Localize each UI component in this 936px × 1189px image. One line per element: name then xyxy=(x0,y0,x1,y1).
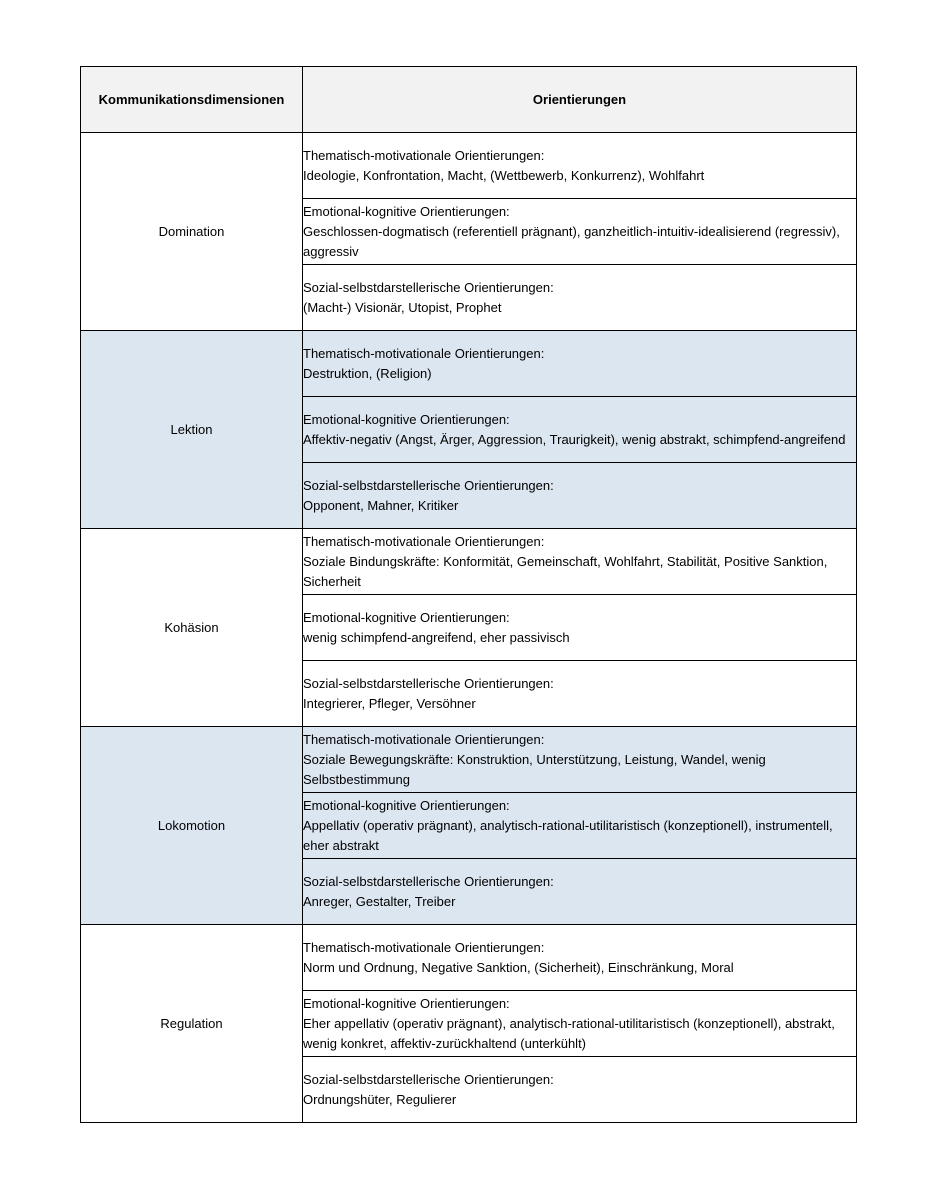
dimension-cell: Lektion xyxy=(81,331,303,529)
header-orientations: Orientierungen xyxy=(303,67,857,133)
orientation-heading: Sozial-selbstdarstellerische Orientierungen: xyxy=(303,873,554,889)
orientation-cell xyxy=(303,133,857,199)
orientation-heading: Emotional-kognitive Orientierungen: xyxy=(303,995,510,1011)
orientation-heading: Sozial-selbstdarstellerische Orientierungen: xyxy=(303,477,554,493)
orientation-heading: Sozial-selbstdarstellerische Orientierungen: xyxy=(303,1071,554,1087)
table-header-row xyxy=(81,67,857,133)
orientation-cell xyxy=(303,199,857,265)
orientation-cell xyxy=(303,727,857,793)
orientation-cell xyxy=(303,463,857,529)
orientation-heading: Emotional-kognitive Orientierungen: xyxy=(303,797,510,813)
table-row xyxy=(81,925,857,991)
orientation-text: Ordnungshüter, Regulierer xyxy=(303,1091,457,1107)
orientation-cell xyxy=(303,661,857,727)
orientation-cell xyxy=(303,265,857,331)
orientation-cell xyxy=(303,793,857,859)
orientation-heading: Emotional-kognitive Orientierungen: xyxy=(303,609,510,625)
orientation-heading: Sozial-selbstdarstellerische Orientierungen: xyxy=(303,279,554,295)
orientation-cell xyxy=(303,331,857,397)
orientation-heading: Emotional-kognitive Orientierungen: xyxy=(303,203,510,219)
orientation-cell xyxy=(303,397,857,463)
header-dimensions: Kommunikationsdimensionen xyxy=(81,67,303,133)
orientation-cell xyxy=(303,991,857,1057)
orientation-cell xyxy=(303,1057,857,1123)
orientation-cell xyxy=(303,529,857,595)
orientation-heading: Sozial-selbstdarstellerische Orientierungen: xyxy=(303,675,554,691)
orientation-cell xyxy=(303,595,857,661)
orientation-heading: Thematisch-motivationale Orientierungen: xyxy=(303,345,545,361)
orientation-heading: Thematisch-motivationale Orientierungen: xyxy=(303,147,545,163)
table-row xyxy=(81,331,857,397)
orientation-text: Ideologie, Konfrontation, Macht, (Wettbewerb, Konkurrenz), Wohlfahrt xyxy=(303,167,705,183)
orientation-cell xyxy=(303,859,857,925)
dimension-cell: Regulation xyxy=(81,925,303,1123)
orientation-text: Eher appellativ (operativ prägnant), analytisch-rational-utilitaristisch (konzeptionell), abstrakt, wenig konkret, affektiv-zurückhaltend (unterkühlt) xyxy=(303,1015,835,1051)
orientation-heading: Thematisch-motivationale Orientierungen: xyxy=(303,533,545,549)
orientation-heading: Thematisch-motivationale Orientierungen: xyxy=(303,939,545,955)
table-body xyxy=(81,133,857,1123)
orientation-text: Geschlossen-dogmatisch (referentiell prägnant), ganzheitlich-intuitiv-idealisierend (regressiv), aggressiv xyxy=(303,223,840,259)
table-row xyxy=(81,529,857,595)
orientation-text: Opponent, Mahner, Kritiker xyxy=(303,497,459,513)
dimension-cell: Kohäsion xyxy=(81,529,303,727)
orientation-text: Integrierer, Pfleger, Versöhner xyxy=(303,695,476,711)
orientation-text: Affektiv-negativ (Angst, Ärger, Aggression, Traurigkeit), wenig abstrakt, schimpfend-angreifend xyxy=(303,431,846,447)
orientation-heading: Emotional-kognitive Orientierungen: xyxy=(303,411,510,427)
table-row xyxy=(81,133,857,199)
orientation-table xyxy=(80,66,857,1123)
orientation-cell xyxy=(303,925,857,991)
orientation-text: (Macht-) Visionär, Utopist, Prophet xyxy=(303,299,502,315)
dimension-cell: Lokomotion xyxy=(81,727,303,925)
orientation-text: Soziale Bewegungskräfte: Konstruktion, Unterstützung, Leistung, Wandel, wenig Selbstbestimmung xyxy=(303,751,766,787)
orientation-text: Appellativ (operativ prägnant), analytisch-rational-utilitaristisch (konzeptionell), instrumentell, eher abstrakt xyxy=(303,817,833,853)
table-row xyxy=(81,727,857,793)
orientation-text: Destruktion, (Religion) xyxy=(303,365,432,381)
orientation-text: wenig schimpfend-angreifend, eher passivisch xyxy=(303,629,570,645)
orientation-text: Norm und Ordnung, Negative Sanktion, (Sicherheit), Einschränkung, Moral xyxy=(303,959,734,975)
orientation-text: Soziale Bindungskräfte: Konformität, Gemeinschaft, Wohlfahrt, Stabilität, Positive Sanktion, Sicherheit xyxy=(303,553,828,589)
orientation-text: Anreger, Gestalter, Treiber xyxy=(303,893,456,909)
orientation-heading: Thematisch-motivationale Orientierungen: xyxy=(303,731,545,747)
dimension-cell: Domination xyxy=(81,133,303,331)
